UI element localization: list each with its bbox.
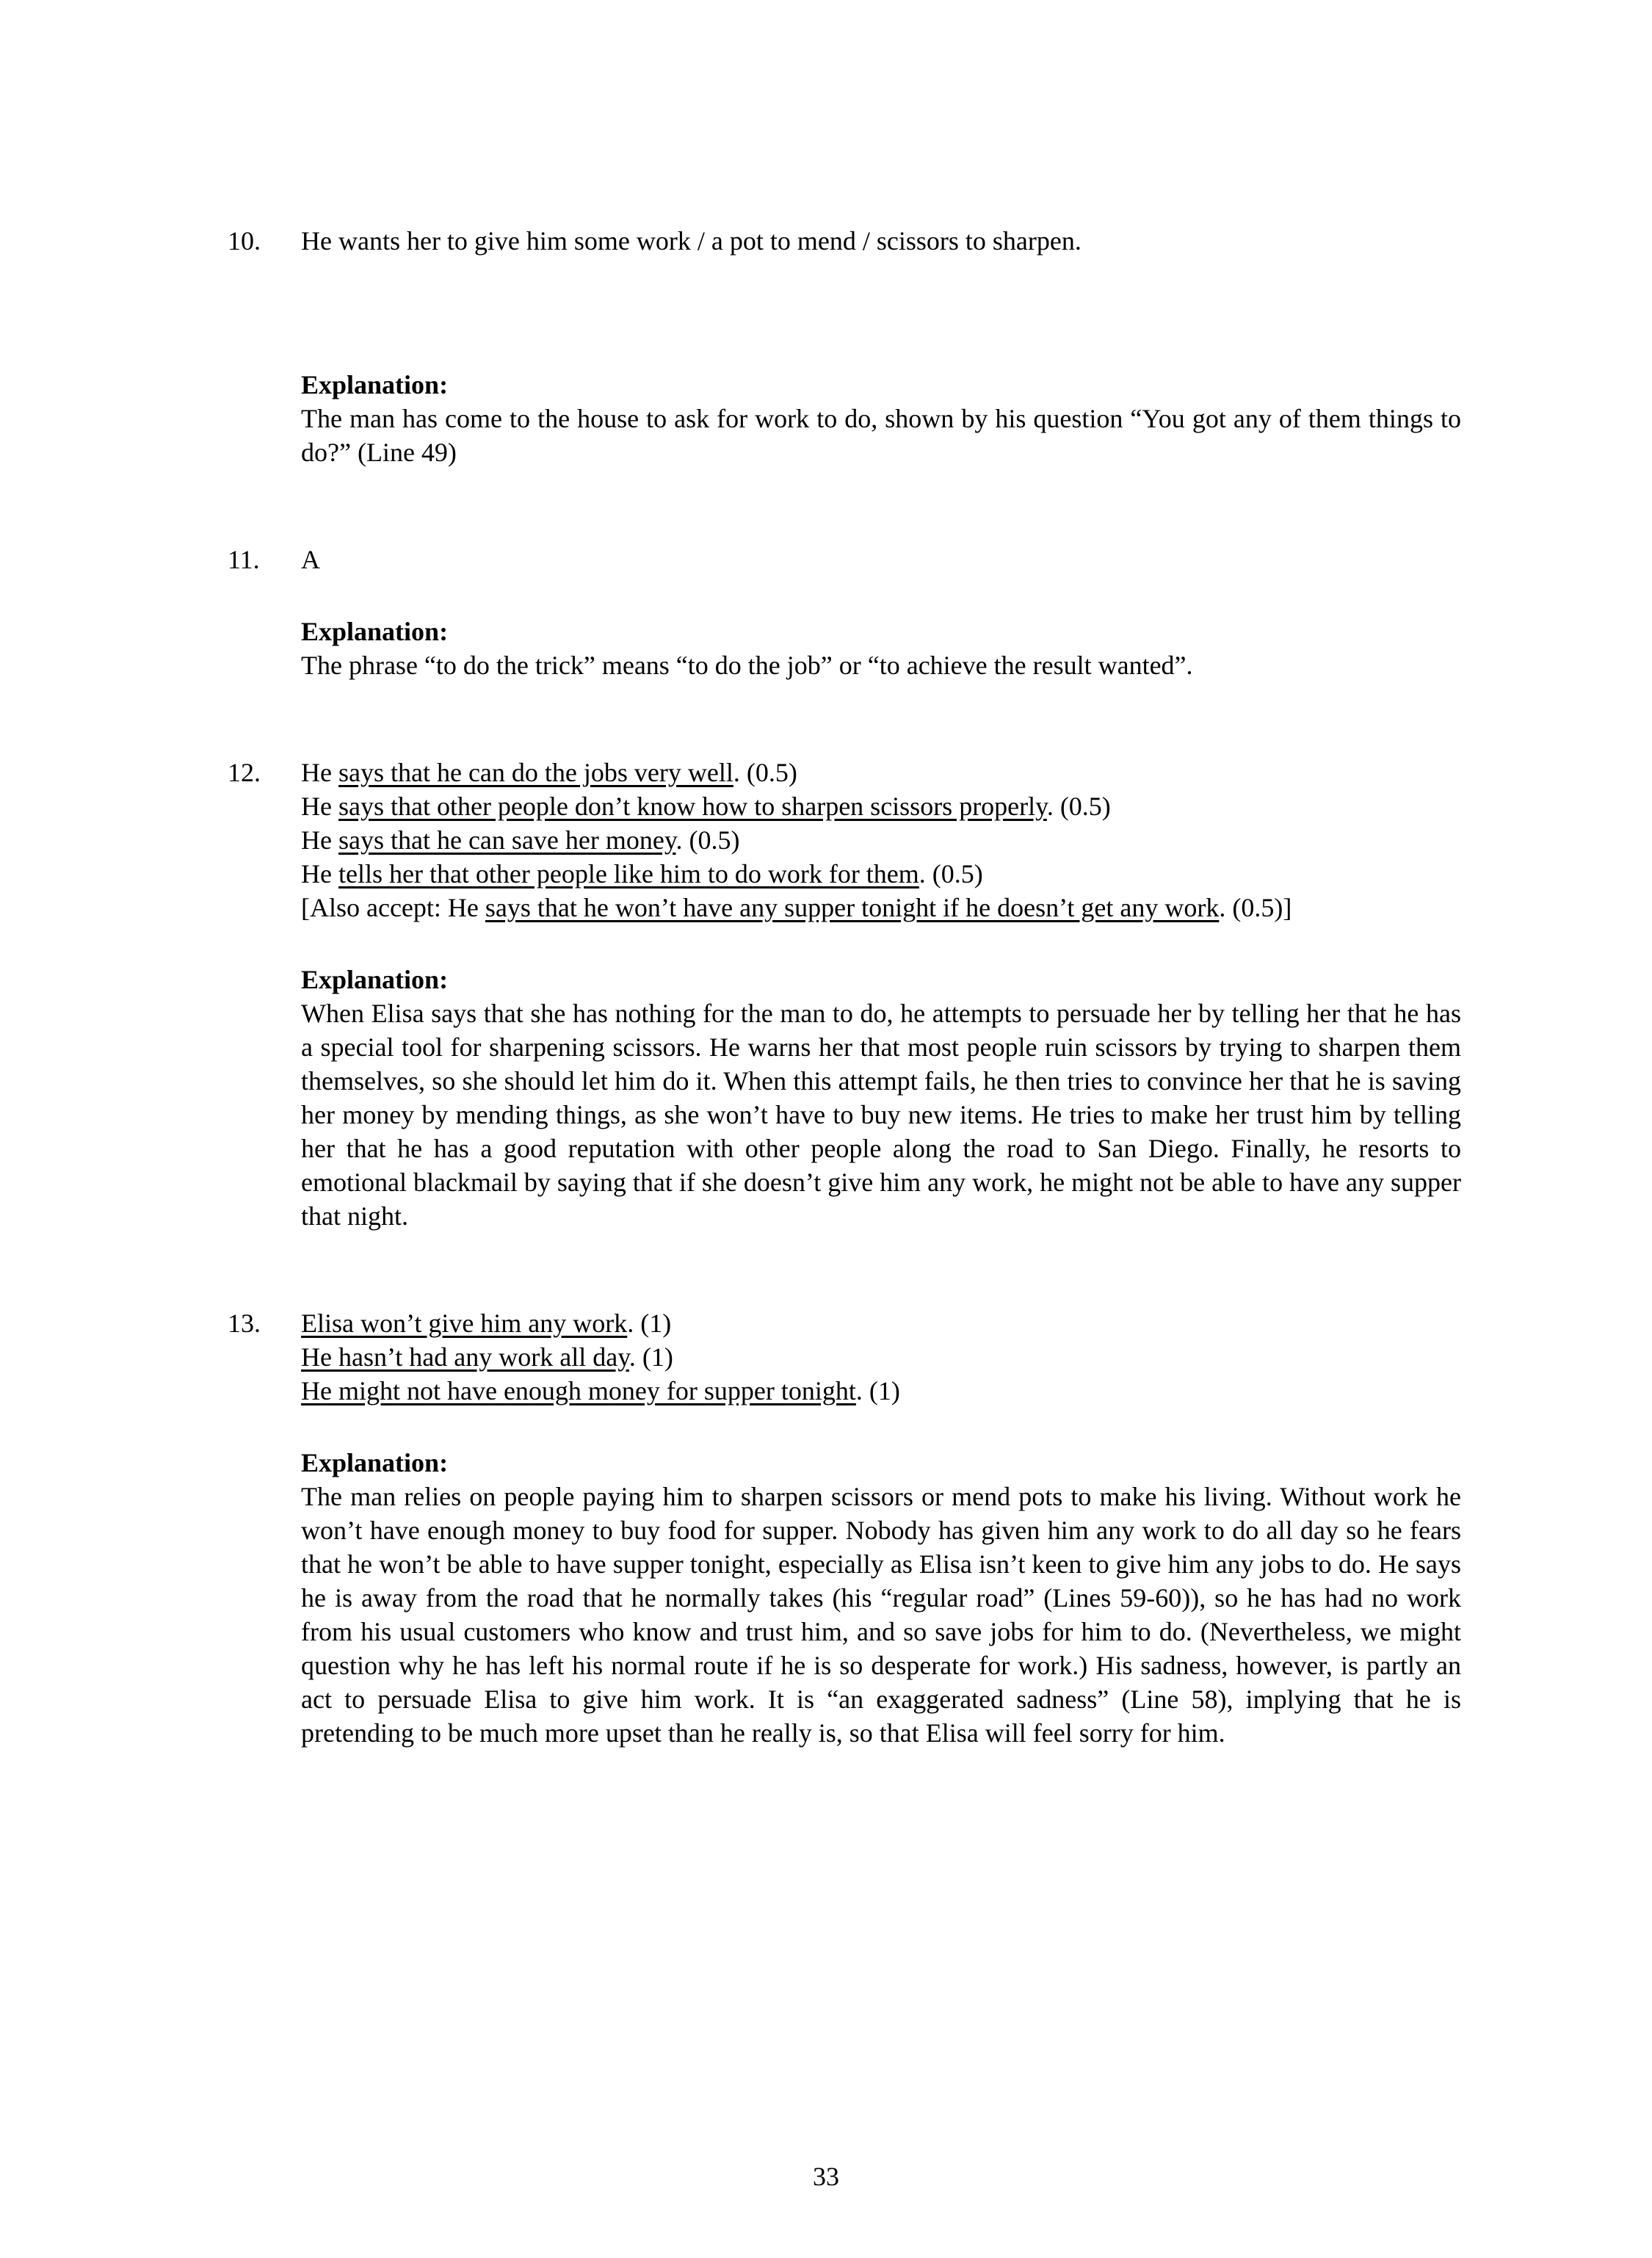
- answer-line: [301, 1306, 1461, 1340]
- answer-underlined-text: says that he can save her money: [338, 825, 676, 855]
- question-block-12: [228, 756, 1461, 1233]
- explanation-block: [301, 615, 1461, 682]
- answer-text: A: [301, 545, 320, 574]
- answer-lines: [301, 756, 1461, 924]
- answer-text: . (0.5): [733, 758, 797, 787]
- answer-text: . (0.5): [919, 859, 983, 889]
- answer-text: [Also accept: He: [301, 893, 485, 922]
- question-body: [301, 224, 1461, 469]
- explanation-block: [301, 963, 1461, 1233]
- explanation-paragraph: The man has come to the house to ask for work to do, shown by his question “You got any of them things to do?” (Line 49): [301, 404, 1461, 467]
- answer-lines: [301, 543, 1461, 576]
- answer-text: . (1): [855, 1376, 900, 1405]
- answer-lines: [301, 224, 1461, 258]
- explanation-paragraph: The phrase “to do the trick” means “to do the job” or “to achieve the result wanted”.: [301, 651, 1193, 680]
- explanation-heading: Explanation:: [301, 617, 449, 646]
- question-block-11: [228, 543, 1461, 682]
- answer-underlined-text: He might not have enough money for supper tonight: [301, 1376, 856, 1405]
- answer-text: He: [301, 792, 338, 821]
- answer-line: [301, 1340, 1461, 1374]
- answer-line: [301, 1374, 1461, 1408]
- explanation-block: [301, 1446, 1461, 1750]
- question-number: 11.: [228, 545, 260, 574]
- answer-line: [301, 823, 1461, 857]
- explanation-block: [301, 368, 1461, 469]
- question-body: [301, 756, 1461, 1233]
- answer-text: . (0.5): [675, 825, 740, 855]
- answer-text: . (0.5)]: [1219, 893, 1292, 922]
- answer-text: . (1): [627, 1309, 672, 1338]
- answer-text: . (1): [628, 1342, 673, 1372]
- answer-line: [301, 857, 1461, 891]
- answer-underlined-text: says that he won’t have any supper tonight if he doesn’t get any work: [485, 893, 1220, 922]
- answer-line: [301, 789, 1461, 823]
- answer-underlined-text: Elisa won’t give him any work: [301, 1309, 628, 1338]
- answer-underlined-text: He hasn’t had any work all day: [301, 1342, 629, 1372]
- answer-text: He: [301, 859, 338, 889]
- explanation-paragraph: When Elisa says that she has nothing for the man to do, he attempts to persuade her by telling her that he has a special tool for sharpening scissors. He warns her that most people ruin scissors by trying to sharpen them themselves, so she should let him do it. When this attempt fails, he then tries to convince her that he is saving her money by mending things, as she won’t have to buy new items. He tries to make her trust him by telling her that he has a good reputation with other people along the road to San Diego. Finally, he resorts to emotional blackmail by saying that if she doesn’t give him any work, he might not be able to have any supper that night.: [301, 999, 1461, 1231]
- answer-text: He: [301, 825, 338, 855]
- answer-text: He: [301, 758, 338, 787]
- page-number: 33: [813, 2162, 839, 2191]
- question-body: [301, 543, 1461, 682]
- answer-underlined-text: tells her that other people like him to do work for them: [338, 859, 919, 889]
- answer-text: He wants her to give him some work / a pot to mend / scissors to sharpen.: [301, 226, 1082, 256]
- question-block-10: [228, 224, 1461, 469]
- answer-underlined-text: says that he can do the jobs very well: [338, 758, 733, 787]
- answer-line: [301, 891, 1461, 924]
- answer-line: [301, 756, 1461, 789]
- question-body: [301, 1306, 1461, 1750]
- answer-line: [301, 224, 1461, 258]
- explanation-heading: Explanation:: [301, 1448, 449, 1477]
- explanation-heading: Explanation:: [301, 370, 449, 399]
- question-number: 12.: [228, 758, 261, 787]
- question-number: 13.: [228, 1309, 261, 1338]
- answer-line: [301, 543, 1461, 576]
- answer-underlined-text: says that other people don’t know how to sharpen scissors properly: [338, 792, 1047, 821]
- question-number: 10.: [228, 226, 261, 256]
- explanation-heading: Explanation:: [301, 965, 449, 994]
- question-block-13: [228, 1306, 1461, 1750]
- answer-lines: [301, 1306, 1461, 1408]
- explanation-paragraph: The man relies on people paying him to sharpen scissors or mend pots to make his living. Without work he won’t have enough money to buy food for supper. Nobody has given him any work to do all day so he fears that he won’t be able to have supper tonight, especially as Elisa isn’t keen to give him any jobs to do. He says he is away from the road that he normally takes (his “regular road” (Lines 59-60)), so he has had no work from his usual customers who know and trust him, and so save jobs for him to do. (Nevertheless, we might question why he has left his normal route if he is so desperate for work.) His sadness, however, is partly an act to persuade Elisa to give him work. It is “an exaggerated sadness” (Line 58), implying that he is pretending to be much more upset than he really is, so that Elisa will feel sorry for him.: [301, 1482, 1461, 1748]
- answer-text: . (0.5): [1046, 792, 1111, 821]
